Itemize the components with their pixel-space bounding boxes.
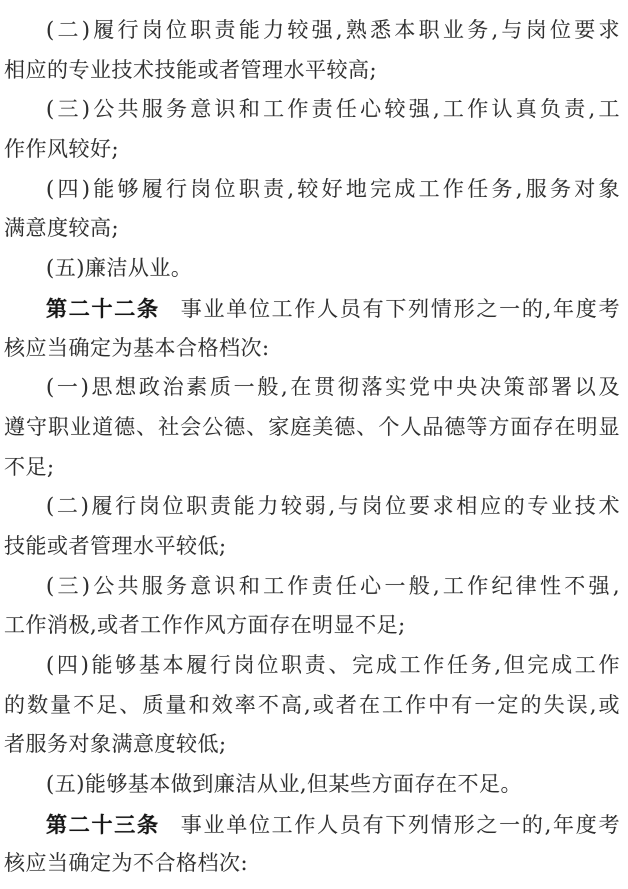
paragraph [4,249,620,289]
text-line [4,408,620,448]
text-line [4,289,620,329]
line-text: (一)思想政治素质一般,在贯彻落实党中央决策部署以及 [46,375,620,400]
text-line [4,90,620,130]
line-text: 不足; [4,454,55,479]
text-line [4,249,620,289]
text-line [4,725,620,765]
line-text: 者服务对象满意度较低; [4,732,227,757]
line-text: (三)公共服务意识和工作责任心较强,工作认真负责,工 [46,97,620,122]
text-line [4,209,620,249]
line-text: 遵守职业道德、社会公德、家庭美德、个人品德等方面存在明显 [4,414,620,439]
article-number: 第二十二条 [46,295,160,321]
line-text: (五)廉洁从业。 [46,256,193,281]
paragraph [4,368,620,487]
text-line [4,329,620,369]
text-line [4,448,620,488]
line-text: (二)履行岗位职责能力较强,熟悉本职业务,与岗位要求 [46,18,620,42]
text-line [4,527,620,567]
article-paragraph [4,289,620,368]
text-line [4,170,620,210]
text-line [4,844,620,884]
paragraph [4,646,620,765]
text-line [4,130,620,170]
text-line [4,11,620,51]
article-paragraph [4,805,620,884]
paragraph [4,765,620,805]
text-line [4,646,620,686]
line-text: (五)能够基本做到廉洁从业,但某些方面存在不足。 [46,772,523,797]
line-text: (四)能够履行岗位职责,较好地完成工作任务,服务对象 [46,176,620,201]
line-text: (三)公共服务意识和工作责任心一般,工作纪律性不强, [46,573,620,598]
paragraph [4,487,620,566]
text-line [4,567,620,607]
line-text: (四)能够基本履行岗位职责、完成工作任务,但完成工作 [46,653,620,677]
line-text: 技能或者管理水平较低; [4,533,227,558]
paragraph [4,11,620,90]
line-text: 事业单位工作人员有下列情形之一的,年度考 [180,812,620,837]
line-text: 核应当确定为不合格档次: [4,851,249,876]
line-text: 满意度较高; [4,216,120,241]
article-number: 第二十三条 [46,811,160,837]
text-line [4,51,620,91]
paragraph [4,170,620,249]
text-line [4,606,620,646]
line-text: 相应的专业技术技能或者管理水平较高; [4,57,378,82]
text-line [4,368,620,408]
line-text: 核应当确定为基本合格档次: [4,335,270,360]
text-line [4,686,620,726]
text-line [4,765,620,805]
paragraph [4,567,620,646]
line-text: 工作消极,或者工作作风方面存在明显不足; [4,613,406,638]
line-text: 事业单位工作人员有下列情形之一的,年度考 [180,296,620,321]
paragraph [4,90,620,169]
text-line [4,805,620,845]
line-text: (二)履行岗位职责能力较弱,与岗位要求相应的专业技术 [46,494,620,519]
line-text: 的数量不足、质量和效率不高,或者在工作中有一定的失误,或 [4,692,620,717]
line-text: 作作风较好; [4,137,120,162]
text-line [4,487,620,527]
